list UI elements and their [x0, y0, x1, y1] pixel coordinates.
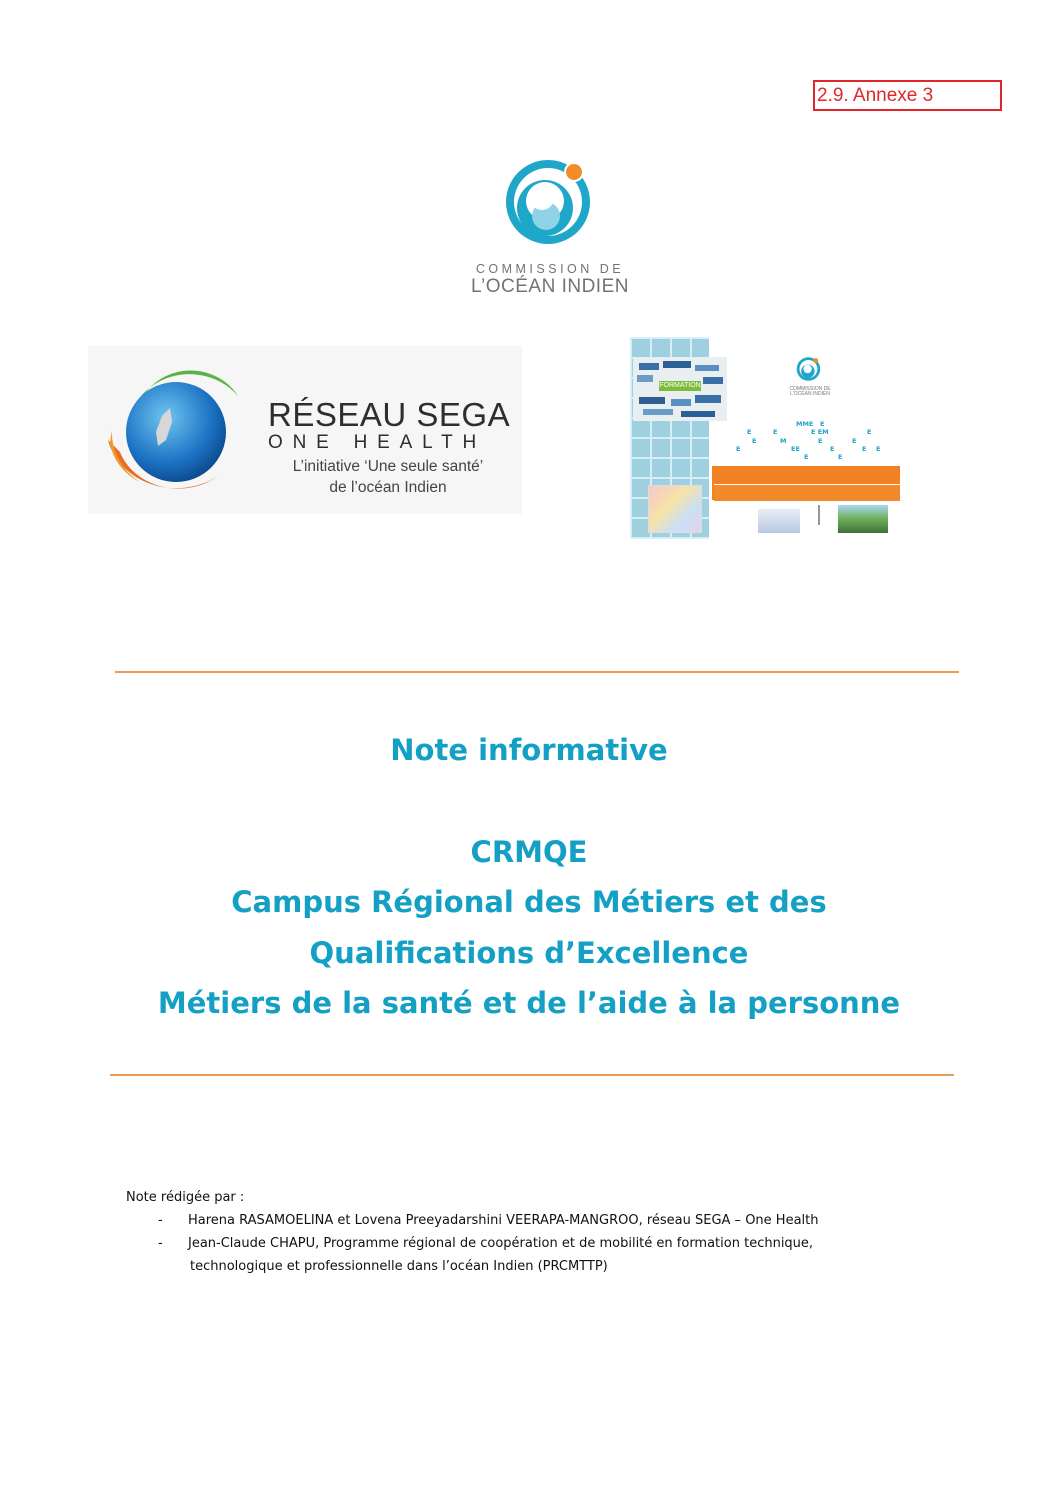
photo-image-2: [838, 505, 888, 533]
letter: MME: [796, 420, 814, 428]
note-title: Note informative: [390, 733, 668, 767]
title-line-1: Campus Régional des Métiers et des: [231, 885, 827, 919]
author-item: [126, 1209, 946, 1232]
letter: E: [818, 437, 823, 445]
author-item: [126, 1232, 946, 1255]
letter: E: [867, 428, 872, 436]
top-divider: [115, 671, 959, 673]
photo-image-1: [758, 509, 800, 533]
letter: E: [773, 428, 778, 436]
title-line-3: Métiers de la santé et de l’aide à la personne: [157, 986, 901, 1020]
mini-coi-text: COMMISSION DE L'OCÉAN INDIEN: [789, 386, 831, 397]
author-dash: -: [158, 1213, 163, 1228]
letter: E: [747, 428, 752, 436]
coi-logo-line1: COMMISSION DE: [475, 262, 625, 276]
letter: E: [752, 437, 757, 445]
letter: E: [736, 445, 741, 453]
bottom-divider: [110, 1074, 954, 1076]
globe-icon: [100, 356, 260, 506]
sega-title: RÉSEAU SEGA: [268, 396, 511, 433]
acronym-title: CRMQE: [470, 835, 588, 869]
letter: M: [780, 437, 787, 445]
author-text: Jean-Claude CHAPU, Programme régional de coopération et de mobilité en formation technique,: [188, 1236, 814, 1251]
sega-subtitle: ONE HEALTH: [268, 432, 487, 453]
letter: E EM: [811, 428, 829, 436]
author-dash: -: [158, 1236, 163, 1251]
letter: E: [804, 453, 809, 461]
letter: E: [862, 445, 867, 453]
letter: E: [830, 445, 835, 453]
letter: E: [852, 437, 857, 445]
letter: E: [876, 445, 881, 453]
authors-block: [126, 1186, 946, 1278]
title-line-2: Qualifications d’Excellence: [309, 936, 749, 970]
word-cloud-image: [633, 357, 727, 421]
sega-tagline-2: de l’océan Indien: [329, 479, 447, 496]
letter: EE: [791, 445, 800, 453]
letter: E: [820, 420, 825, 428]
letter: E: [838, 453, 843, 461]
author-text-continued: technologique et professionnelle dans l’océan Indien (PRCMTTP): [190, 1259, 608, 1274]
cover-thumbnail: [630, 337, 900, 539]
word-cloud-label: FORMATION: [659, 382, 701, 389]
sega-tagline-1: L’initiative ‘Une seule santé’: [292, 458, 484, 475]
author-text: Harena RASAMOELINA et Lovena Preeyadarshini VEERAPA-MANGROO, réseau SEGA – One Health: [188, 1213, 819, 1228]
mini-coi-logo-icon: [795, 355, 823, 383]
coi-logo-icon: [500, 152, 600, 252]
photo-cube-image: [648, 485, 702, 533]
authors-intro: Note rédigée par :: [126, 1190, 245, 1205]
annex-label: 2.9. Annexe 3: [813, 80, 1002, 111]
coi-logo-line2: L’OCÉAN INDIEN: [471, 276, 629, 297]
